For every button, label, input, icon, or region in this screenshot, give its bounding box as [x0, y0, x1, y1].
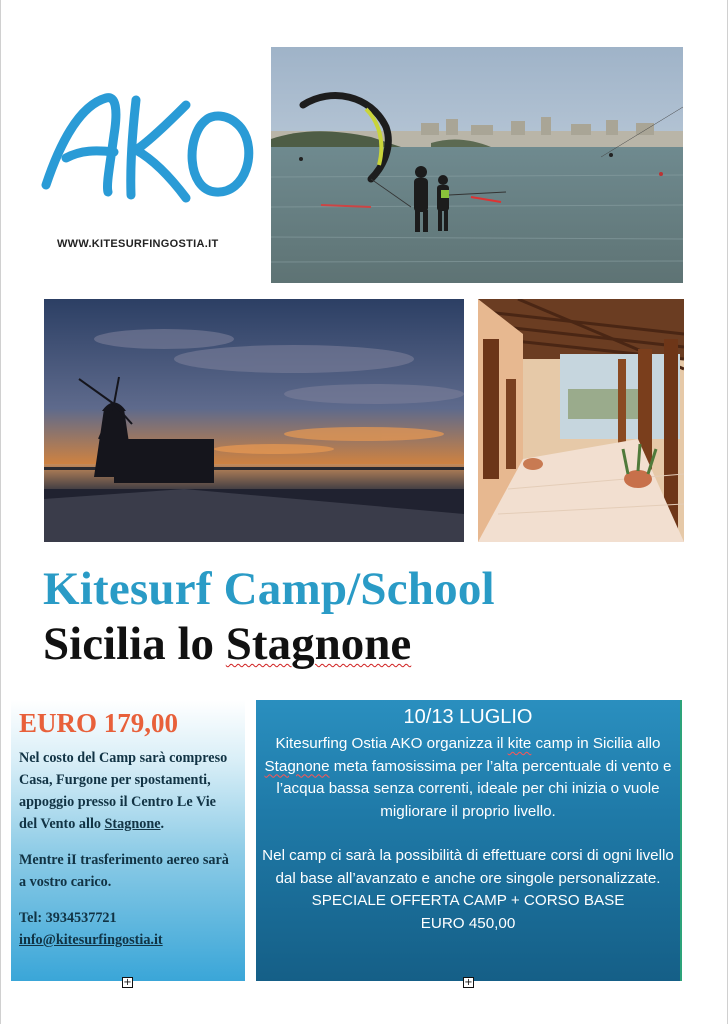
- camp-dates: 10/13 LUGLIO: [403, 706, 533, 728]
- object-anchor-icon[interactable]: +: [464, 977, 473, 988]
- object-anchor-icon[interactable]: +: [123, 977, 132, 988]
- windmill-sunset-photo: [44, 299, 464, 542]
- website-url[interactable]: WWW.KITESURFINGOSTIA.IT: [57, 238, 219, 250]
- included-costs-text: Nel costo del Camp sarà compreso Casa, Furgone per spostamenti, appoggio presso il Centro Le Vie del Vento allo Stagnone.: [19, 750, 228, 832]
- camp-description: Kitesurfing Ostia AKO organizza il kite camp in Sicilia allo Stagnone meta famosissima per l’alta percentuale di vento e l’acqua bassa senza correnti, ideale per chi inizia o vuole migliorare il proprio livello.: [264, 735, 672, 820]
- description-panel: [256, 700, 682, 981]
- kitesurf-lagoon-photo: [271, 47, 683, 283]
- transfer-note: Mentre iI trasferimento aereo sarà a vostro carico.: [19, 852, 229, 890]
- logo-lettering: [46, 98, 249, 198]
- headline-camp-school: Kitesurf Camp/School: [43, 563, 495, 615]
- ako-logo: [36, 80, 266, 230]
- contact-phone[interactable]: Tel: 3934537721: [19, 910, 117, 926]
- misspelled-word: Stagnone: [225, 618, 412, 670]
- house-porch-photo: [478, 299, 684, 542]
- page-edge-left: [0, 0, 1, 1024]
- camp-price: EURO 179,00: [19, 708, 179, 738]
- special-offer-price: EURO 450,00: [420, 914, 516, 932]
- contact-email[interactable]: info@kitesurfingostia.it: [19, 932, 163, 948]
- price-panel: [11, 700, 245, 981]
- headline-location: Sicilia lo Stagnone: [43, 618, 412, 670]
- courses-description: Nel camp ci sarà la possibilità di effettuare corsi di ogni livello dal base all’avanzato e anche ore singole personalizzate.: [262, 847, 674, 887]
- special-offer: SPECIALE OFFERTA CAMP + CORSO BASE: [311, 892, 625, 909]
